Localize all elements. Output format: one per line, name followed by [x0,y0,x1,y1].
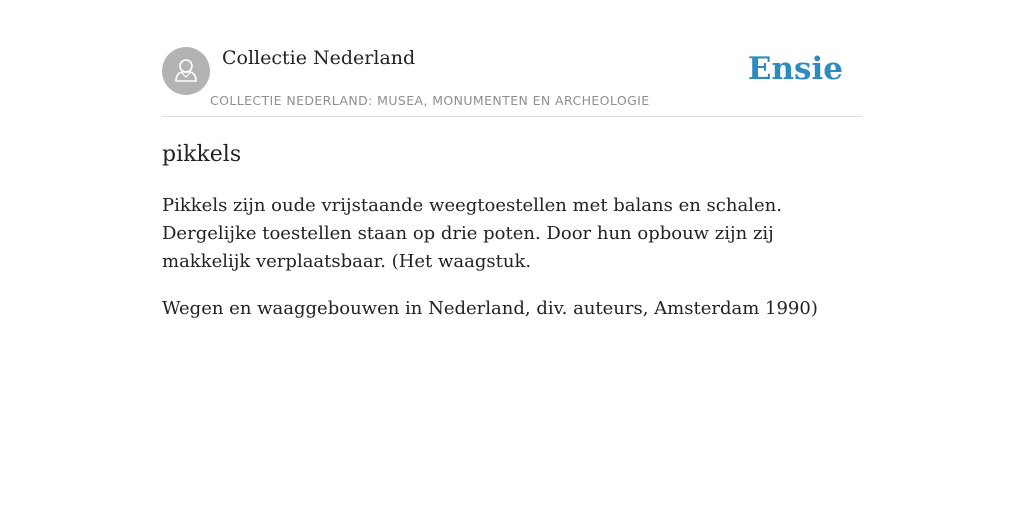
header [162,0,862,117]
page [162,0,862,319]
collection-link[interactable]: COLLECTIE NEDERLAND: MUSEA, MONUMENTEN EN ARCHEOLOGIE [210,93,650,108]
avatar[interactable] [162,47,210,95]
ensie-logo[interactable]: Ensie [747,51,843,87]
entry-title: pikkels [162,142,242,167]
user-silhouette-icon [162,47,210,95]
entry-body: Pikkels zijn oude vrijstaande weegtoestellen met balans en schalen. Dergelijke toestellen staan op drie poten. Door hun opbouw zijn zij makkelijk verplaatsbaar. (Het waagstuk. [162,195,782,272]
entry-source: Wegen en waaggebouwen in Nederland, div. auteurs, Amsterdam 1990) [162,298,818,319]
author-name[interactable]: Collectie Nederland [222,47,416,69]
